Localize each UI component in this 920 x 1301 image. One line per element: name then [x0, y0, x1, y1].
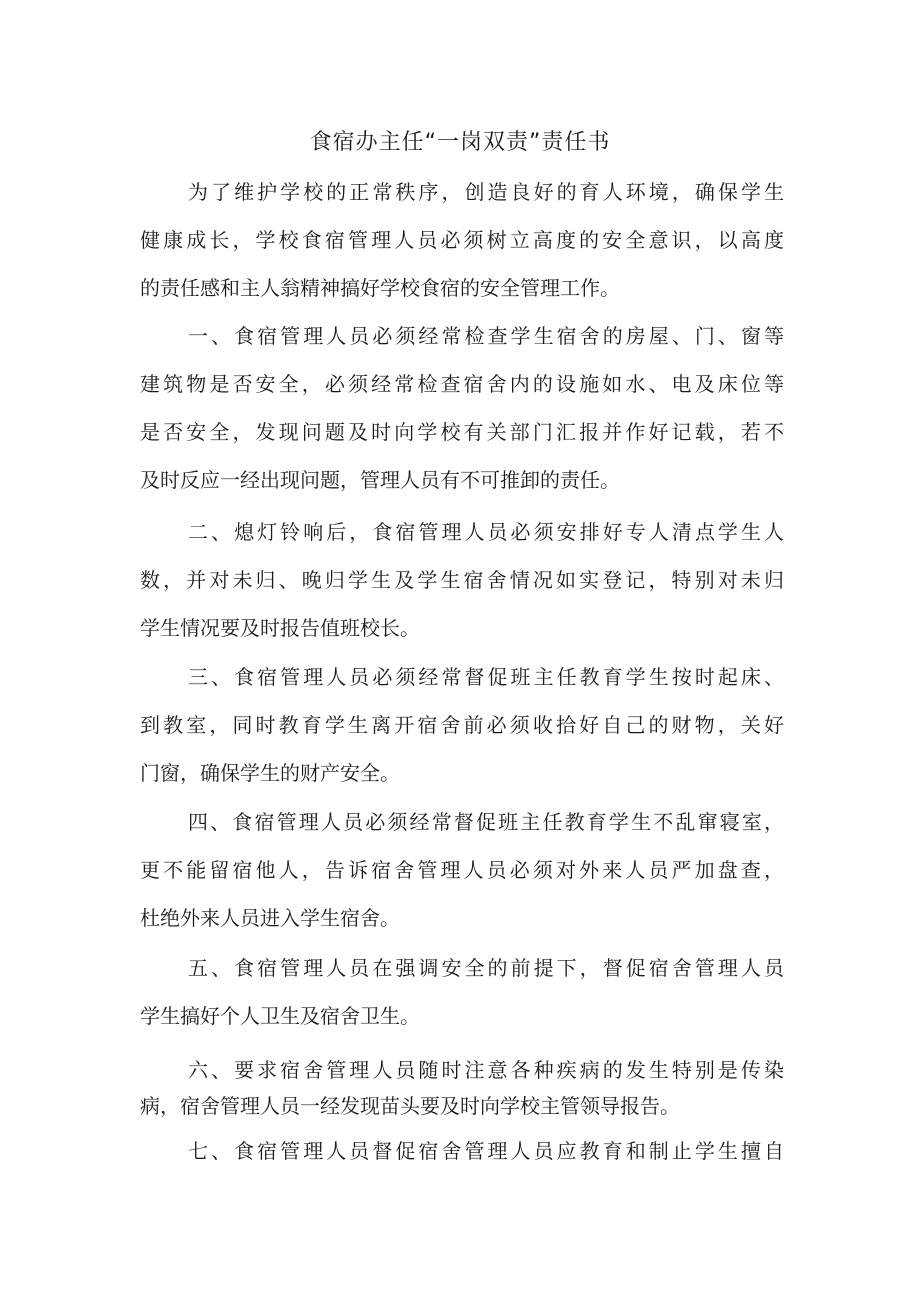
text-line: 一、食宿管理人员必须经常检查学生宿舍的房屋、门、窗等	[188, 324, 784, 348]
paragraph-item-2	[140, 508, 784, 652]
paragraph-intro	[140, 168, 784, 312]
paragraph-item-4	[140, 798, 784, 942]
text-line: 是否安全，发现问题及时向学校有关部门汇报并作好记载，若不	[140, 420, 784, 444]
text-line: 四、食宿管理人员必须经常督促班主任教育学生不乱窜寝室，	[188, 810, 784, 834]
text-line: 健康成长，学校食宿管理人员必须树立高度的安全意识，以高度	[140, 228, 784, 252]
text-line: 数，并对未归、晚归学生及学生宿舍情况如实登记，特别对未归	[140, 568, 784, 592]
paragraph-item-3	[140, 653, 784, 797]
text-line: 六、要求宿舍管理人员随时注意各种疾病的发生特别是传染	[188, 1058, 784, 1082]
text-line: 病，宿舍管理人员一经发现苗头要及时向学校主管领导报告。	[140, 1094, 680, 1118]
text-line: 为了维护学校的正常秩序，创造良好的育人环境，确保学生	[188, 180, 784, 204]
paragraph-item-5	[140, 944, 784, 1040]
text-line: 五、食宿管理人员在强调安全的前提下，督促宿舍管理人员	[188, 956, 784, 980]
text-line: 门窗，确保学生的财产安全。	[140, 761, 400, 785]
text-line: 建筑物是否安全，必须经常检查宿舍内的设施如水、电及床位等	[140, 372, 784, 396]
text-line: 三、食宿管理人员必须经常督促班主任教育学生按时起床、	[188, 665, 784, 689]
text-line: 学生情况要及时报告值班校长。	[140, 616, 420, 640]
text-line: 七、食宿管理人员督促宿舍管理人员应教育和制止学生擅自	[188, 1139, 784, 1163]
document-title: 食宿办主任“一岗双责”责任书	[309, 130, 611, 155]
paragraph-item-1	[140, 312, 784, 504]
text-line: 学生搞好个人卫生及宿舍卫生。	[140, 1004, 420, 1028]
text-line: 杜绝外来人员进入学生宿舍。	[140, 906, 400, 930]
text-line: 二、熄灯铃响后，食宿管理人员必须安排好专人清点学生人	[188, 520, 784, 544]
text-line: 更不能留宿他人，告诉宿舍管理人员必须对外来人员严加盘查，	[140, 858, 784, 882]
text-line: 的责任感和主人翁精神搞好学校食宿的安全管理工作。	[140, 276, 620, 300]
text-line: 及时反应一经出现问题，管理人员有不可推卸的责任。	[140, 468, 620, 492]
paragraph-item-6	[140, 1052, 784, 1124]
text-line: 到教室，同时教育学生离开宿舍前必须收拾好自己的财物，关好	[140, 713, 784, 737]
paragraph-item-7	[140, 1127, 784, 1175]
